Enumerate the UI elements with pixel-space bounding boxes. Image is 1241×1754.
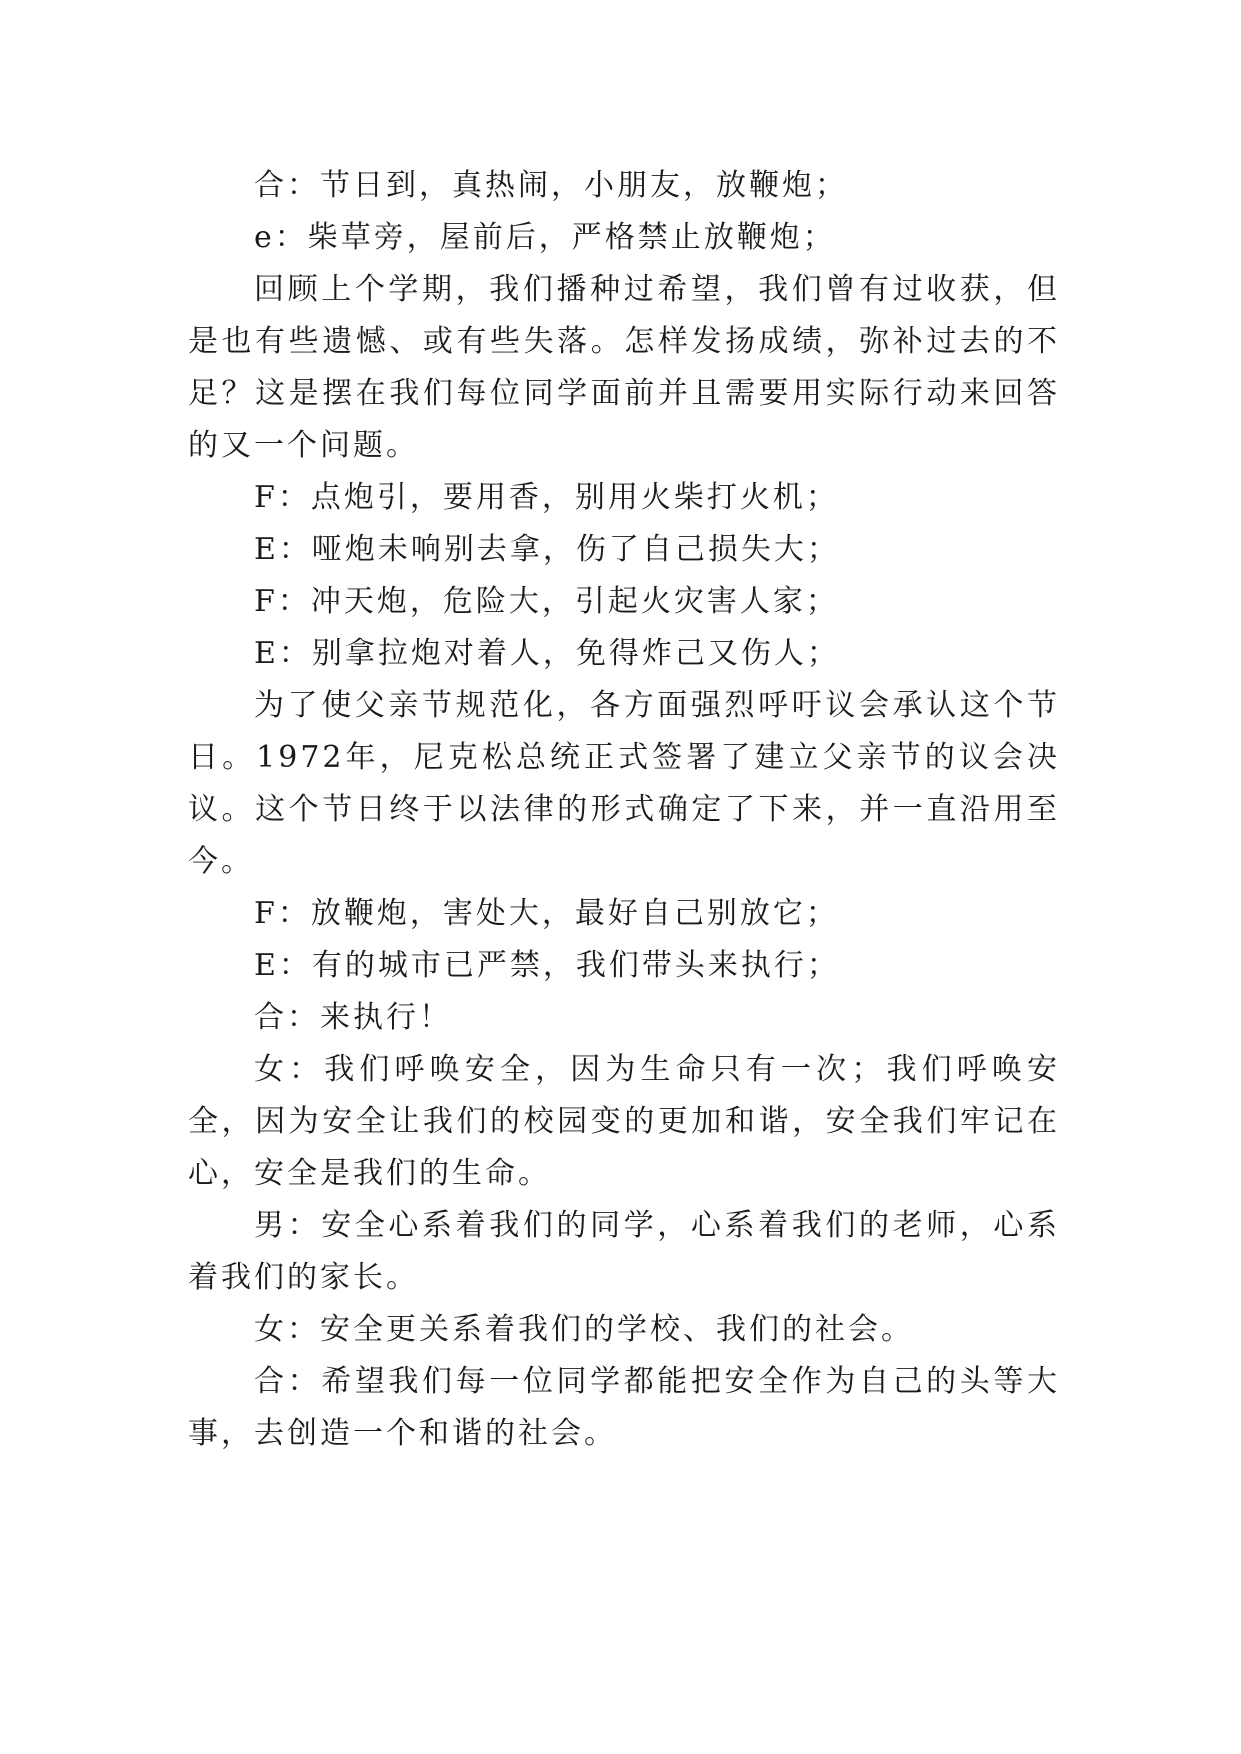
paragraph: 女：我们呼唤安全，因为生命只有一次；我们呼唤安全，因为安全让我们的校园变的更加和谐，安全我们牢记在心，安全是我们的生命。 xyxy=(188,1052,1060,1191)
paragraph: 合：希望我们每一位同学都能把安全作为自己的头等大事，去创造一个和谐的社会。 xyxy=(188,1364,1060,1451)
paragraph: F：冲天炮，危险大，引起火灾害人家； xyxy=(254,584,839,619)
paragraph: 女：安全更关系着我们的学校、我们的社会。 xyxy=(254,1312,914,1347)
paragraph: 为了使父亲节规范化，各方面强烈呼吁议会承认这个节日。1972年，尼克松总统正式签署了建立父亲节的议会决议。这个节日终于以法律的形式确定了下来，并一直沿用至今。 xyxy=(188,688,1060,879)
paragraph: F：放鞭炮，害处大，最好自己别放它； xyxy=(254,896,839,931)
paragraph: E：别拿拉炮对着人，免得炸己又伤人； xyxy=(254,636,840,671)
paragraph: 合：来执行！ xyxy=(254,1000,452,1035)
paragraph: 合：节日到，真热闹，小朋友，放鞭炮； xyxy=(254,168,848,203)
paragraph: e：柴草旁，屋前后，严格禁止放鞭炮； xyxy=(254,220,836,255)
document-body xyxy=(188,160,1060,1460)
paragraph: 男：安全心系着我们的同学，心系着我们的老师，心系着我们的家长。 xyxy=(188,1208,1060,1295)
paragraph: E：哑炮未响别去拿，伤了自己损失大； xyxy=(254,532,840,567)
paragraph: F：点炮引，要用香，别用火柴打火机； xyxy=(254,480,839,515)
paragraph: E：有的城市已严禁，我们带头来执行； xyxy=(254,948,840,983)
paragraph: 回顾上个学期，我们播种过希望，我们曾有过收获，但是也有些遗憾、或有些失落。怎样发扬成绩，弥补过去的不足？这是摆在我们每位同学面前并且需要用实际行动来回答的又一个问题。 xyxy=(188,272,1060,463)
